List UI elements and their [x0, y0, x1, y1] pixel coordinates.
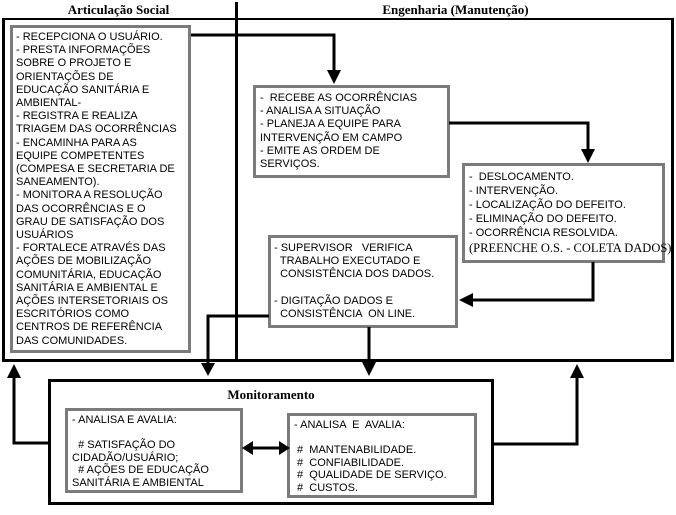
- text-line: - OCORRÊNCIA RESOLVIDA.: [469, 227, 618, 239]
- text-line: [294, 432, 470, 445]
- text-line: SANITÁRIA E AMBIENTAL E: [16, 281, 158, 294]
- text-line: (COMPESA E SECRETARIA DE: [16, 163, 175, 176]
- text-line: [72, 427, 236, 440]
- text-line: GRAU DE SATISFAÇÃO DOS: [16, 215, 165, 228]
- text-line: SERVIÇOS.: [260, 158, 320, 171]
- text-line: # SATISFAÇÃO DO: [72, 439, 176, 451]
- preenche-os-note: (PREENCHE O.S. - COLETA DADOS): [469, 241, 672, 255]
- text-line: - PRESTA INFORMAÇÕES: [16, 44, 151, 57]
- recebe-ocorrencias-box: [253, 85, 450, 178]
- text-line: - RECEPCIONA O USUÁRIO.: [16, 31, 163, 43]
- text-line: COMUNITÁRIA, EDUCAÇÃO: [16, 268, 162, 281]
- text-line: CONSISTÊNCIA DOS DADOS.: [274, 268, 435, 281]
- text-line: - ENCAMINHA PARA AS: [16, 136, 137, 149]
- text-line: - REGISTRA E REALIZA: [16, 110, 138, 123]
- text-line: INTERVENÇÃO EM CAMPO: [260, 131, 403, 144]
- text-line: SANEAMENTO).: [16, 176, 100, 189]
- text-line: # CUSTOS.: [294, 481, 358, 494]
- lane-divider: [235, 2, 238, 362]
- text-line: CENTROS DE REFERÊNCIA: [16, 321, 163, 334]
- text-line: EDUCAÇÃO SANITÁRIA E: [16, 83, 150, 96]
- deslocamento-intervencao-box: [462, 163, 672, 263]
- text-line: - ANALISA E AVALIA:: [294, 419, 405, 431]
- text-line: [274, 282, 452, 295]
- text-line: - EMITE AS ORDEM DE: [260, 144, 380, 157]
- text-line: ESCRITÓRIOS COMO: [16, 308, 130, 321]
- text-line: SOBRE O PROJETO E: [16, 57, 132, 70]
- text-line: USUÁRIOS: [16, 229, 74, 242]
- text-line: ORIENTAÇÕES DE: [16, 70, 114, 83]
- text-line: - RECEBE AS OCORRÊNCIAS: [260, 92, 418, 104]
- text-line: - DIGITAÇÃO DADOS E: [274, 294, 393, 307]
- text-line: - PLANEJA A EQUIPE PARA: [260, 118, 402, 131]
- text-line: DAS OCORRÊNCIAS E O: [16, 202, 146, 215]
- text-line: AÇÕES DE MOBILIZAÇÃO: [16, 255, 152, 268]
- arrow-monitoramento-up-to-engenharia: [493, 364, 584, 444]
- deslocamento-lines: [469, 170, 658, 240]
- monitoramento-social-box: [65, 408, 243, 493]
- monitoramento-engenharia-box: [287, 413, 477, 498]
- text-line: # AÇÕES DE EDUCAÇÃO: [72, 464, 209, 476]
- text-line: CONSISTÊNCIA ON LINE.: [274, 308, 416, 321]
- text-line: - ELIMINAÇÃO DO DEFEITO.: [469, 213, 617, 225]
- supervisor-verifica-box: [268, 235, 458, 328]
- text-line: TRIAGEM DAS OCORRÊNCIAS: [16, 123, 177, 136]
- text-line: # QUALIDADE DE SERVIÇO.: [294, 469, 447, 481]
- text-line: - MONITORA A RESOLUÇÃO: [16, 189, 163, 202]
- text-line: AÇÕES INTERSETORIAIS OS: [16, 295, 168, 308]
- text-line: SANITÁRIA E AMBIENTAL: [72, 476, 204, 489]
- arrow-monitoramento-up-to-social: [7, 364, 49, 443]
- text-line: - SUPERVISOR VERIFICA: [274, 242, 413, 254]
- text-line: - LOCALIZAÇÃO DO DEFEITO.: [469, 199, 626, 211]
- text-line: DAS COMUNIDADES.: [16, 334, 128, 347]
- text-line: AMBIENTAL-: [16, 97, 82, 110]
- text-line: TRABALHO EXECUTADO E: [274, 255, 421, 268]
- lane-header-engenharia-manutencao: Engenharia (Manutenção): [237, 2, 674, 20]
- text-line: - ANALISA A SITUAÇÃO: [260, 105, 381, 118]
- text-line: - ANALISA E AVALIA:: [72, 414, 177, 426]
- text-line: - INTERVENÇÃO.: [469, 185, 559, 197]
- text-line: # CONFIABILIDADE.: [294, 456, 405, 469]
- text-line: CIDADÃO/USUÁRIO;: [72, 451, 179, 464]
- text-line: - FORTALECE ATRAVÉS DAS: [16, 242, 166, 255]
- monitoramento-title: Monitoramento: [227, 387, 315, 402]
- text-line: - DESLOCAMENTO.: [469, 171, 574, 183]
- text-line: EQUIPE COMPETENTES: [16, 149, 145, 162]
- articulacao-social-activities-box: [10, 25, 191, 353]
- text-line: # MANTENABILIDADE.: [294, 444, 417, 456]
- lane-header-articulacao-social: Articulação Social: [2, 2, 235, 20]
